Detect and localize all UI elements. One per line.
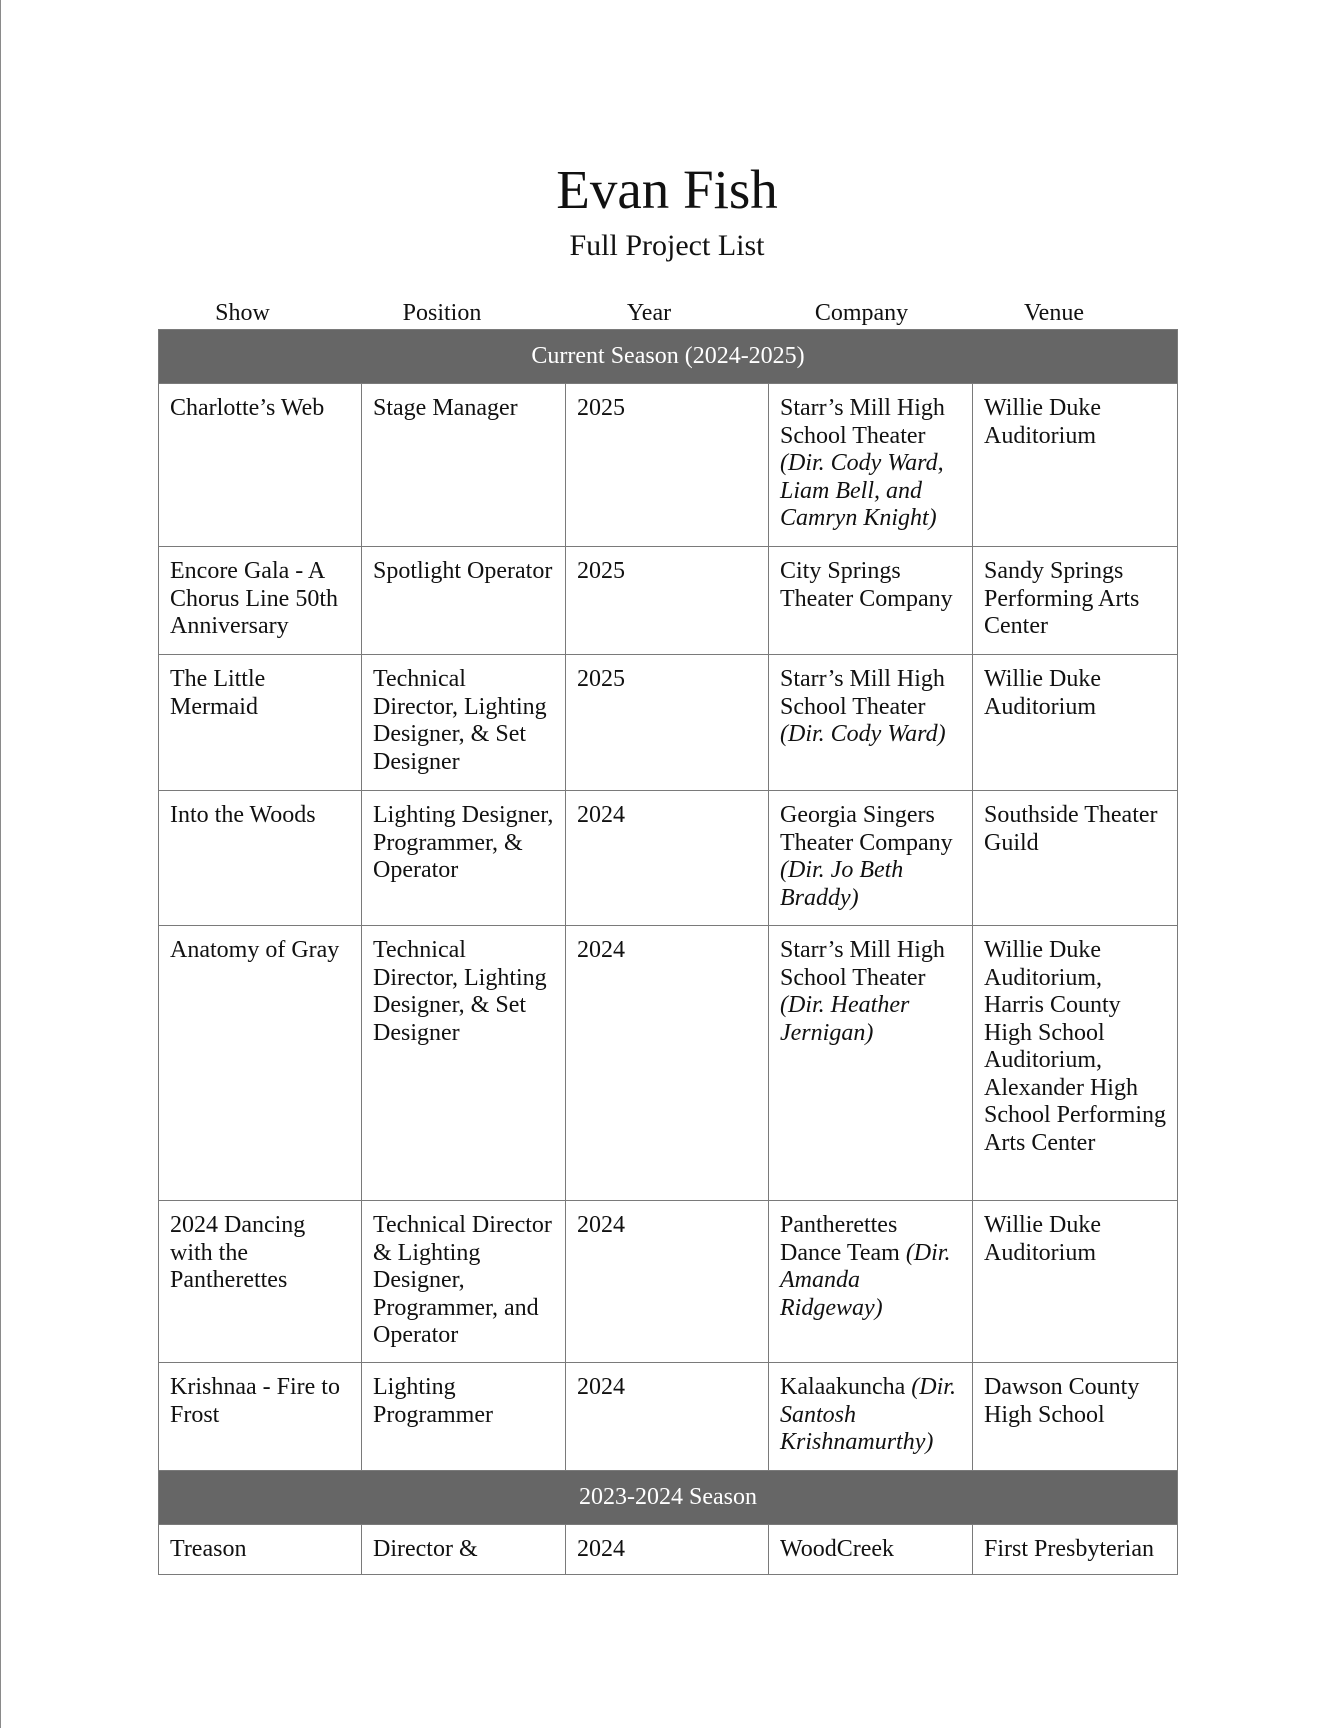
- company-director: (Dir. Jo Beth Braddy): [780, 857, 904, 911]
- cell-position: Lighting Programmer: [362, 1363, 566, 1471]
- cell-show: Treason: [159, 1525, 362, 1575]
- cell-company: [769, 1201, 973, 1363]
- cell-position: Technical Director & Lighting Designer, Programmer, and Operator: [362, 1201, 566, 1363]
- cell-venue: Southside Theater Guild: [973, 791, 1178, 926]
- table-row: [159, 384, 1178, 547]
- cell-venue: First Presbyterian: [973, 1525, 1178, 1575]
- cell-company: [769, 384, 973, 547]
- company-name: Starr’s Mill High School Theater: [780, 937, 945, 991]
- column-header-year: Year: [626, 300, 672, 326]
- cell-company: [769, 1525, 973, 1575]
- company-director: (Dir. Santosh Krishnamurthy): [780, 1374, 956, 1455]
- cell-company: [769, 655, 973, 791]
- cell-venue: Willie Duke Auditorium, Harris County High School Auditorium, Alexander High School Performing Arts Center: [973, 926, 1178, 1201]
- cell-year: 2024: [566, 1363, 769, 1471]
- cell-company: [769, 791, 973, 926]
- cell-year: 2024: [566, 791, 769, 926]
- cell-show: 2024 Dancing with the Pantherettes: [159, 1201, 362, 1363]
- cell-year: 2025: [566, 655, 769, 791]
- company-name: Starr’s Mill High School Theater: [780, 666, 945, 720]
- company-name: City Springs Theater Company: [780, 558, 953, 612]
- cell-year: 2024: [566, 926, 769, 1201]
- cell-position: Stage Manager: [362, 384, 566, 547]
- table-row: [159, 1363, 1178, 1471]
- table-row: [159, 1525, 1178, 1575]
- company-director: (Dir. Amanda Ridgeway): [780, 1239, 951, 1321]
- column-header-venue: Venue: [1024, 300, 1084, 326]
- cell-show: Anatomy of Gray: [159, 926, 362, 1201]
- cell-year: 2025: [566, 547, 769, 655]
- page-subtitle: Full Project List: [569, 229, 765, 262]
- cell-company: [769, 926, 973, 1201]
- company-director: (Dir. Cody Ward, Liam Bell, and Camryn Knight): [780, 450, 944, 531]
- cell-venue: Dawson County High School: [973, 1363, 1178, 1471]
- column-header-company: Company: [814, 300, 909, 326]
- cell-show: The Little Mermaid: [159, 655, 362, 791]
- cell-show: Into the Woods: [159, 791, 362, 926]
- column-header-show: Show: [215, 300, 270, 326]
- season-label: Current Season (2024-2025): [159, 330, 1178, 384]
- company-name: Pantherettes Dance Team: [780, 1212, 900, 1266]
- cell-position: Director &: [362, 1525, 566, 1575]
- table-row: [159, 926, 1178, 1201]
- cell-position: Technical Director, Lighting Designer, & Set Designer: [362, 655, 566, 791]
- cell-venue: Willie Duke Auditorium: [973, 655, 1178, 791]
- cell-position: Technical Director, Lighting Designer, & Set Designer: [362, 926, 566, 1201]
- table-row: [159, 1201, 1178, 1363]
- company-director: (Dir. Cody Ward): [780, 721, 946, 747]
- cell-show: Krishnaa - Fire to Frost: [159, 1363, 362, 1471]
- column-header-position: Position: [402, 300, 482, 326]
- project-table: [158, 329, 1178, 1575]
- cell-venue: Willie Duke Auditorium: [973, 384, 1178, 547]
- company-director: (Dir. Heather Jernigan): [780, 992, 910, 1046]
- company-name: Georgia Singers Theater Company: [780, 802, 953, 856]
- company-name: Kalaakuncha: [780, 1374, 906, 1400]
- cell-year: 2024: [566, 1201, 769, 1363]
- cell-company: [769, 547, 973, 655]
- cell-show: Encore Gala - A Chorus Line 50th Anniversary: [159, 547, 362, 655]
- page-title: Evan Fish: [556, 159, 778, 220]
- company-name: WoodCreek: [780, 1536, 895, 1562]
- cell-venue: Sandy Springs Performing Arts Center: [973, 547, 1178, 655]
- table-row: [159, 547, 1178, 655]
- column-headers: [160, 297, 1177, 329]
- cell-year: 2025: [566, 384, 769, 547]
- table-row: [159, 655, 1178, 791]
- cell-position: Spotlight Operator: [362, 547, 566, 655]
- season-label: 2023-2024 Season: [159, 1471, 1178, 1525]
- cell-position: Lighting Designer, Programmer, & Operator: [362, 791, 566, 926]
- cell-show: Charlotte’s Web: [159, 384, 362, 547]
- cell-company: [769, 1363, 973, 1471]
- table-row: [159, 791, 1178, 926]
- season-header: [159, 330, 1178, 384]
- cell-venue: Willie Duke Auditorium: [973, 1201, 1178, 1363]
- company-name: Starr’s Mill High School Theater: [780, 395, 945, 449]
- season-header: [159, 1471, 1178, 1525]
- cell-year: 2024: [566, 1525, 769, 1575]
